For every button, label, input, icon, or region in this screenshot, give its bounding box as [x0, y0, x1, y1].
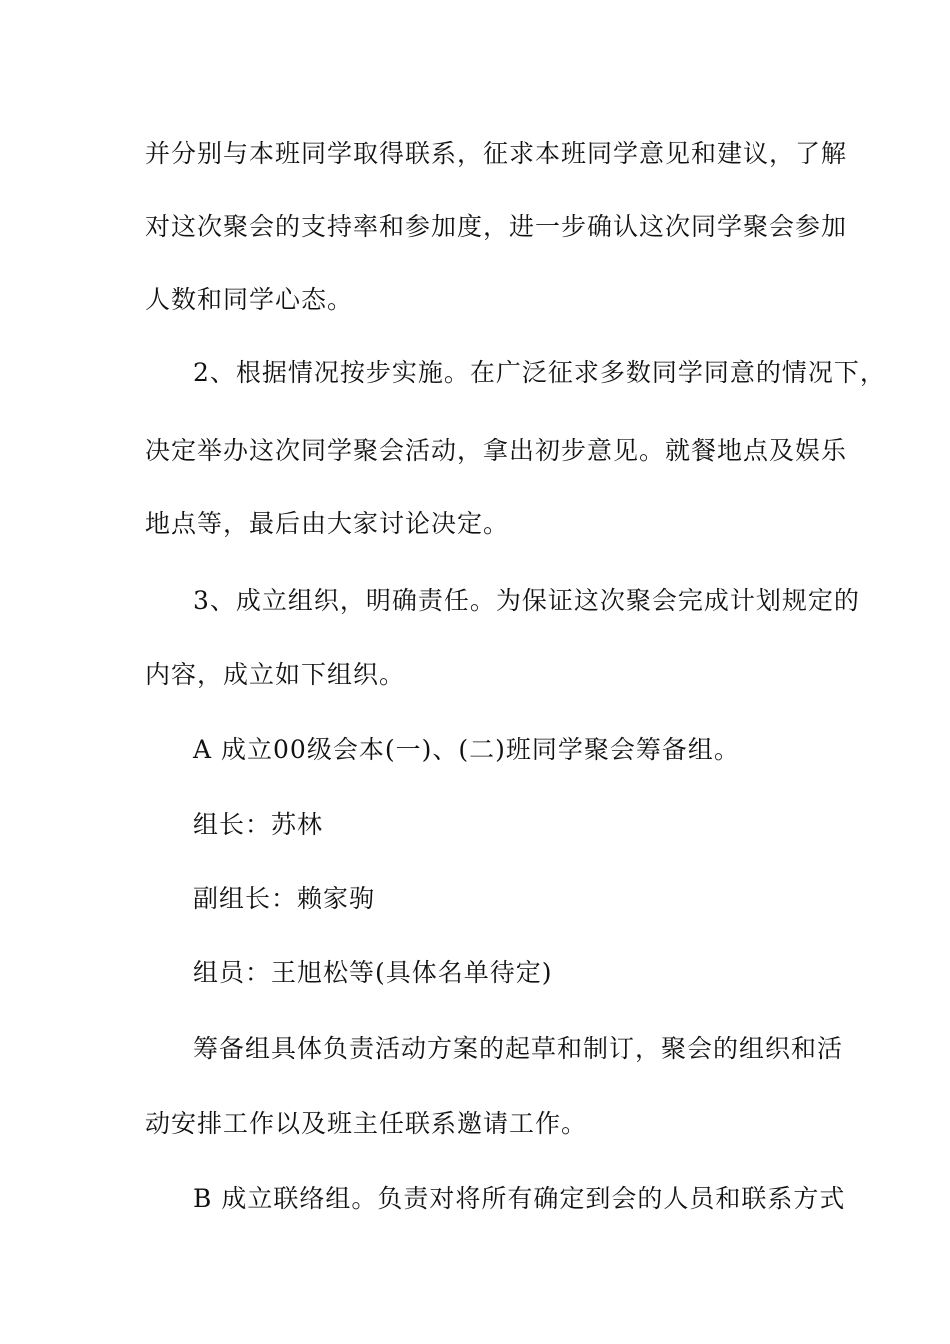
paragraph-line: 组员：王旭松等(具体名单待定)	[193, 958, 553, 987]
paragraph-line: 组长：苏林	[193, 810, 324, 839]
paragraph-line: A 成立00级会本(一)、(二)班同学聚会筹备组。	[193, 735, 740, 764]
paragraph-line: B 成立联络组。负责对将所有确定到会的人员和联系方式	[193, 1184, 846, 1213]
paragraph-line: 对这次聚会的支持率和参加度，进一步确认这次同学聚会参加	[145, 212, 848, 241]
paragraph-line: 并分别与本班同学取得联系，征求本班同学意见和建议，了解	[145, 139, 848, 168]
paragraph-line: 动安排工作以及班主任联系邀请工作。	[145, 1109, 588, 1138]
paragraph-line: 人数和同学心态。	[145, 285, 354, 314]
paragraph-line: 筹备组具体负责活动方案的起草和制订，聚会的组织和活	[193, 1034, 844, 1063]
paragraph-line: 3、成立组织，明确责任。为保证这次聚会完成计划规定的	[193, 586, 860, 615]
paragraph-line: 内容，成立如下组织。	[145, 660, 406, 689]
paragraph-line: 副组长：赖家驹	[193, 884, 376, 913]
paragraph-line: 决定举办这次同学聚会活动，拿出初步意见。就餐地点及娱乐	[145, 436, 848, 465]
paragraph-line: 地点等，最后由大家讨论决定。	[145, 509, 510, 538]
paragraph-line: 2、根据情况按步实施。在广泛征求多数同学同意的情况下，	[193, 358, 886, 387]
